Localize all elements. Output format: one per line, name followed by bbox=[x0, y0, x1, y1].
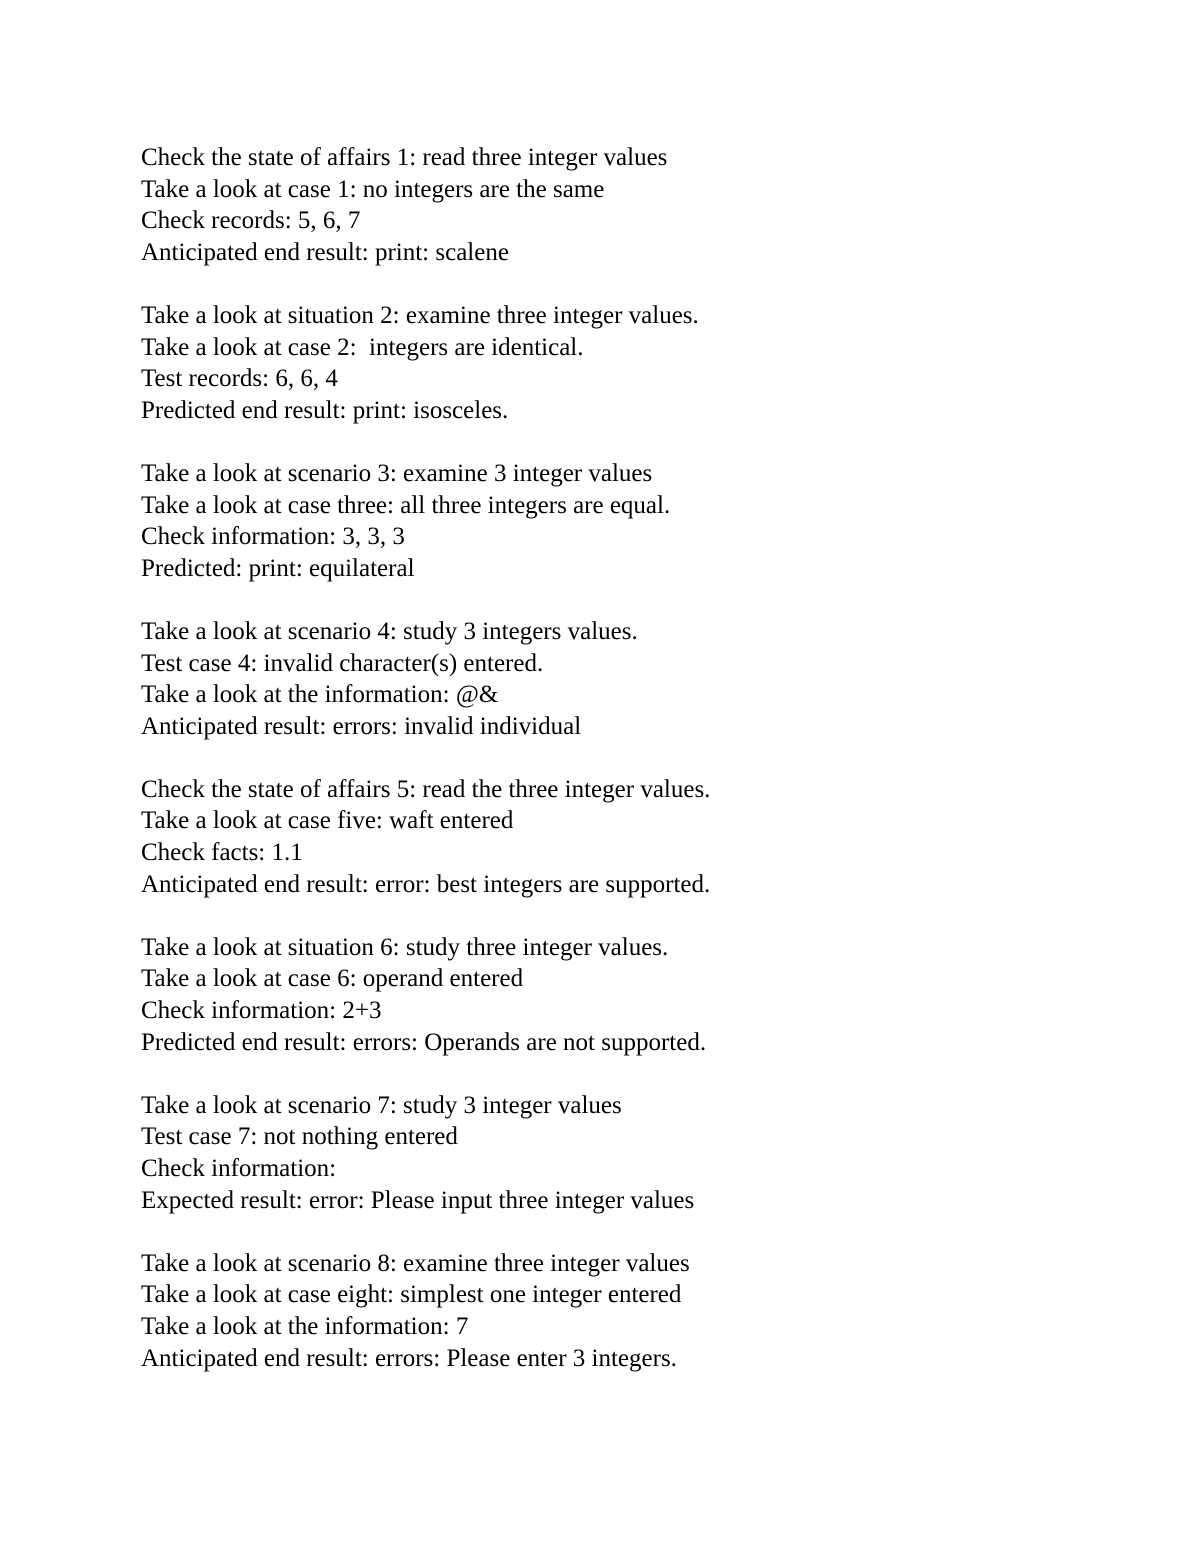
data-line: Check records: 5, 6, 7 bbox=[141, 207, 361, 235]
expected-line: Anticipated end result: print: scalene bbox=[141, 238, 509, 266]
expected-line: Anticipated end result: errors: Please enter 3 integers. bbox=[141, 1344, 677, 1372]
test-scenario-3 bbox=[141, 458, 1121, 584]
scenario-line: Take a look at scenario 7: study 3 integer values bbox=[141, 1091, 622, 1119]
test-scenario-8 bbox=[141, 1248, 1121, 1374]
data-line: Check information: 2+3 bbox=[141, 997, 382, 1025]
scenario-line: Check the state of affairs 5: read the three integer values. bbox=[141, 775, 711, 803]
expected-line: Anticipated result: errors: invalid individual bbox=[141, 712, 582, 740]
expected-line: Predicted: print: equilateral bbox=[141, 554, 415, 582]
scenario-line: Take a look at scenario 3: examine 3 integer values bbox=[141, 459, 653, 487]
data-line: Test records: 6, 6, 4 bbox=[141, 365, 338, 393]
case-line: Take a look at case 1: no integers are the same bbox=[141, 175, 605, 203]
data-line: Take a look at the information: @& bbox=[141, 681, 499, 709]
data-line: Check facts: 1.1 bbox=[141, 839, 303, 867]
expected-line: Predicted end result: errors: Operands are not supported. bbox=[141, 1028, 707, 1056]
test-case-list bbox=[141, 142, 1121, 1406]
data-line: Check information: bbox=[141, 1155, 337, 1182]
scenario-line: Take a look at scenario 8: examine three integer values bbox=[141, 1249, 690, 1277]
case-line: Take a look at case five: waft entered bbox=[141, 807, 514, 835]
test-scenario-4 bbox=[141, 616, 1121, 742]
scenario-line: Take a look at scenario 4: study 3 integers values. bbox=[141, 617, 638, 645]
case-line: Test case 7: not nothing entered bbox=[141, 1123, 458, 1151]
expected-line: Expected result: error: Please input three integer values bbox=[141, 1186, 695, 1214]
test-scenario-5 bbox=[141, 774, 1121, 900]
case-line: Take a look at case 2: integers are identical. bbox=[141, 333, 584, 361]
scenario-line: Take a look at situation 2: examine three integer values. bbox=[141, 301, 699, 329]
expected-line: Predicted end result: print: isosceles. bbox=[141, 396, 509, 424]
test-scenario-2 bbox=[141, 300, 1121, 426]
scenario-line: Check the state of affairs 1: read three integer values bbox=[141, 144, 668, 171]
test-scenario-6 bbox=[141, 932, 1121, 1058]
case-line: Test case 4: invalid character(s) entered. bbox=[141, 649, 544, 677]
data-line: Check information: 3, 3, 3 bbox=[141, 523, 405, 551]
scenario-line: Take a look at situation 6: study three integer values. bbox=[141, 933, 669, 961]
expected-line: Anticipated end result: error: best integers are supported. bbox=[141, 870, 711, 898]
test-scenario-1 bbox=[141, 142, 1121, 268]
case-line: Take a look at case three: all three integers are equal. bbox=[141, 491, 671, 519]
case-line: Take a look at case eight: simplest one integer entered bbox=[141, 1281, 682, 1309]
test-scenario-7 bbox=[141, 1090, 1121, 1216]
case-line: Take a look at case 6: operand entered bbox=[141, 965, 524, 993]
data-line: Take a look at the information: 7 bbox=[141, 1312, 469, 1340]
